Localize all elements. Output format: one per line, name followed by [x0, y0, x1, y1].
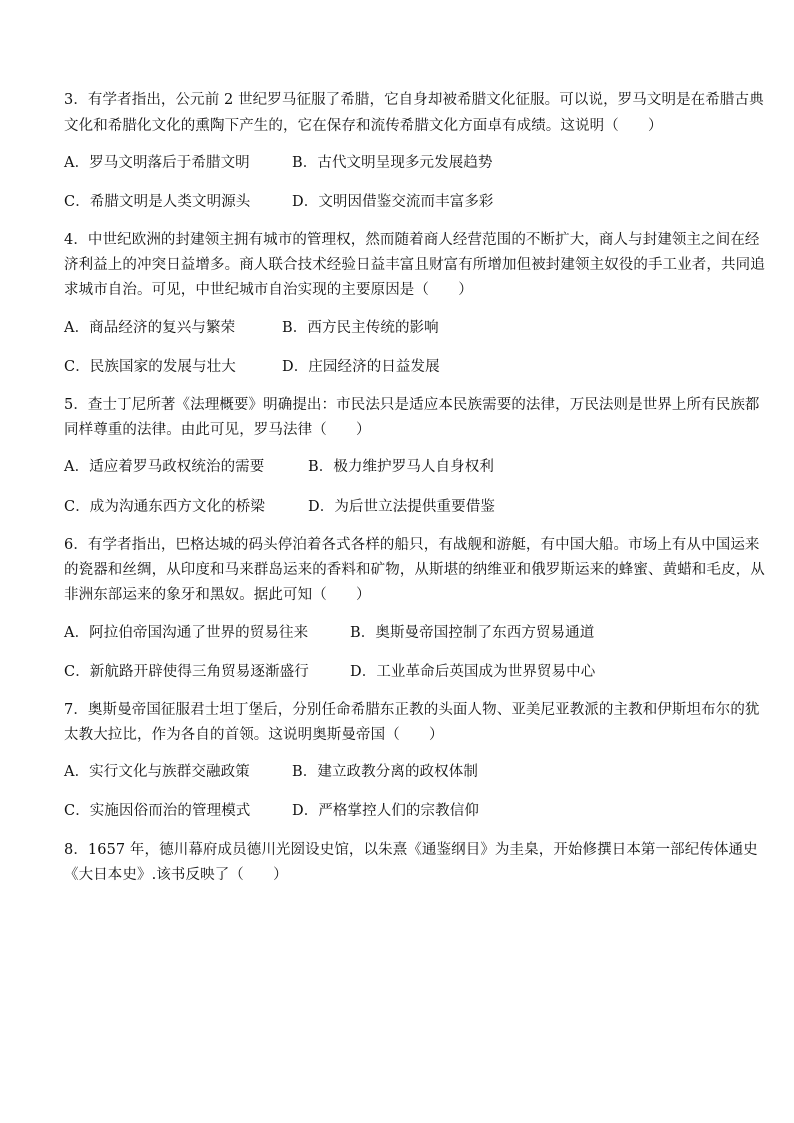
- question-7-option-d: D．严格掌控人们的宗教信仰: [292, 803, 479, 819]
- question-3-option-a: A．罗马文明落后于希腊文明: [64, 155, 250, 171]
- question-4-stem-line-1: 4．中世纪欧洲的封建领主拥有城市的管理权，然而随着商人经营范围的不断扩大，商人与封建领主之间在经: [64, 232, 760, 248]
- question-7-stem-line-1: 7．奥斯曼帝国征服君士坦丁堡后，分别任命希腊东正教的头面人物、亚美尼亚教派的主教和伊斯坦布尔的犹: [64, 702, 760, 718]
- question-6-stem-line-3: 非洲东部运来的象牙和黑奴。据此可知（ ）: [64, 587, 371, 603]
- question-3-stem-line-2: 文化和希腊化文化的熏陶下产生的，它在保存和流传希腊文化方面卓有成绩。这说明（ ）: [64, 118, 663, 134]
- question-3-option-b: B．古代文明呈现多元发展趋势: [292, 155, 493, 171]
- question-7-option-a: A．实行文化与族群交融政策: [64, 764, 250, 780]
- question-6-stem-line-1: 6．有学者指出，巴格达城的码头停泊着各式各样的船只，有战舰和游艇，有中国大船。市场上有从中国运来: [64, 537, 760, 553]
- question-4-stem-line-2: 济利益上的冲突日益增多。商人联合技术经验日益丰富且财富有所增加但被封建领主奴役的手工业者，共同追: [64, 257, 765, 273]
- question-6-stem-line-2: 的瓷器和丝绸，从印度和马来群岛运来的香料和矿物，从斯堪的纳维亚和俄罗斯运来的蜂蜜、黄蜡和毛皮，从: [64, 562, 765, 578]
- question-3-option-c: C．希腊文明是人类文明源头: [64, 194, 251, 210]
- question-5-stem-line-2: 同样尊重的法律。由此可见，罗马法律（ ）: [64, 422, 371, 438]
- question-3-stem-line-1: 3．有学者指出，公元前 2 世纪罗马征服了希腊，它自身却被希腊文化征服。可以说，罗马文明是在希腊古典: [64, 92, 764, 108]
- question-6-option-d: D．工业革命后英国成为世界贸易中心: [350, 664, 596, 680]
- question-4-stem-line-3: 求城市自治。可见，中世纪城市自治实现的主要原因是（ ）: [64, 282, 473, 298]
- question-8-stem-line-2: 《大日本史》.该书反映了（ ）: [64, 867, 288, 883]
- question-6-option-b: B．奥斯曼帝国控制了东西方贸易通道: [350, 625, 595, 641]
- question-4-option-d: D．庄园经济的日益发展: [282, 359, 440, 375]
- question-7-stem-line-2: 太教大拉比，作为各自的首领。这说明奥斯曼帝国（ ）: [64, 727, 444, 743]
- question-5-option-d: D．为后世立法提供重要借鉴: [308, 499, 495, 515]
- question-4-option-b: B．西方民主传统的影响: [282, 320, 439, 336]
- question-6-option-c: C．新航路开辟使得三角贸易逐渐盛行: [64, 664, 309, 680]
- question-8-stem-line-1: 8．1657 年，德川幕府成员德川光圀设史馆，以朱熹《通鉴纲目》为圭臬，开始修撰日本第一部纪传体通史: [64, 842, 758, 858]
- question-5-option-c: C．成为沟通东西方文化的桥梁: [64, 499, 265, 515]
- question-5-option-a: A．适应着罗马政权统治的需要: [64, 459, 265, 475]
- question-7-option-b: B．建立政教分离的政权体制: [292, 764, 478, 780]
- question-4-option-c: C．民族国家的发展与壮大: [64, 359, 236, 375]
- question-7-option-c: C．实施因俗而治的管理模式: [64, 803, 251, 819]
- question-5-option-b: B．极力维护罗马人自身权利: [308, 459, 494, 475]
- question-5-stem-line-1: 5．查士丁尼所著《法理概要》明确提出：市民法只是适应本民族需要的法律，万民法则是世界上所有民族都: [64, 397, 760, 413]
- question-4-option-a: A．商品经济的复兴与繁荣: [64, 320, 236, 336]
- question-3-option-d: D．文明因借鉴交流而丰富多彩: [292, 194, 494, 210]
- question-6-option-a: A．阿拉伯帝国沟通了世界的贸易往来: [64, 625, 309, 641]
